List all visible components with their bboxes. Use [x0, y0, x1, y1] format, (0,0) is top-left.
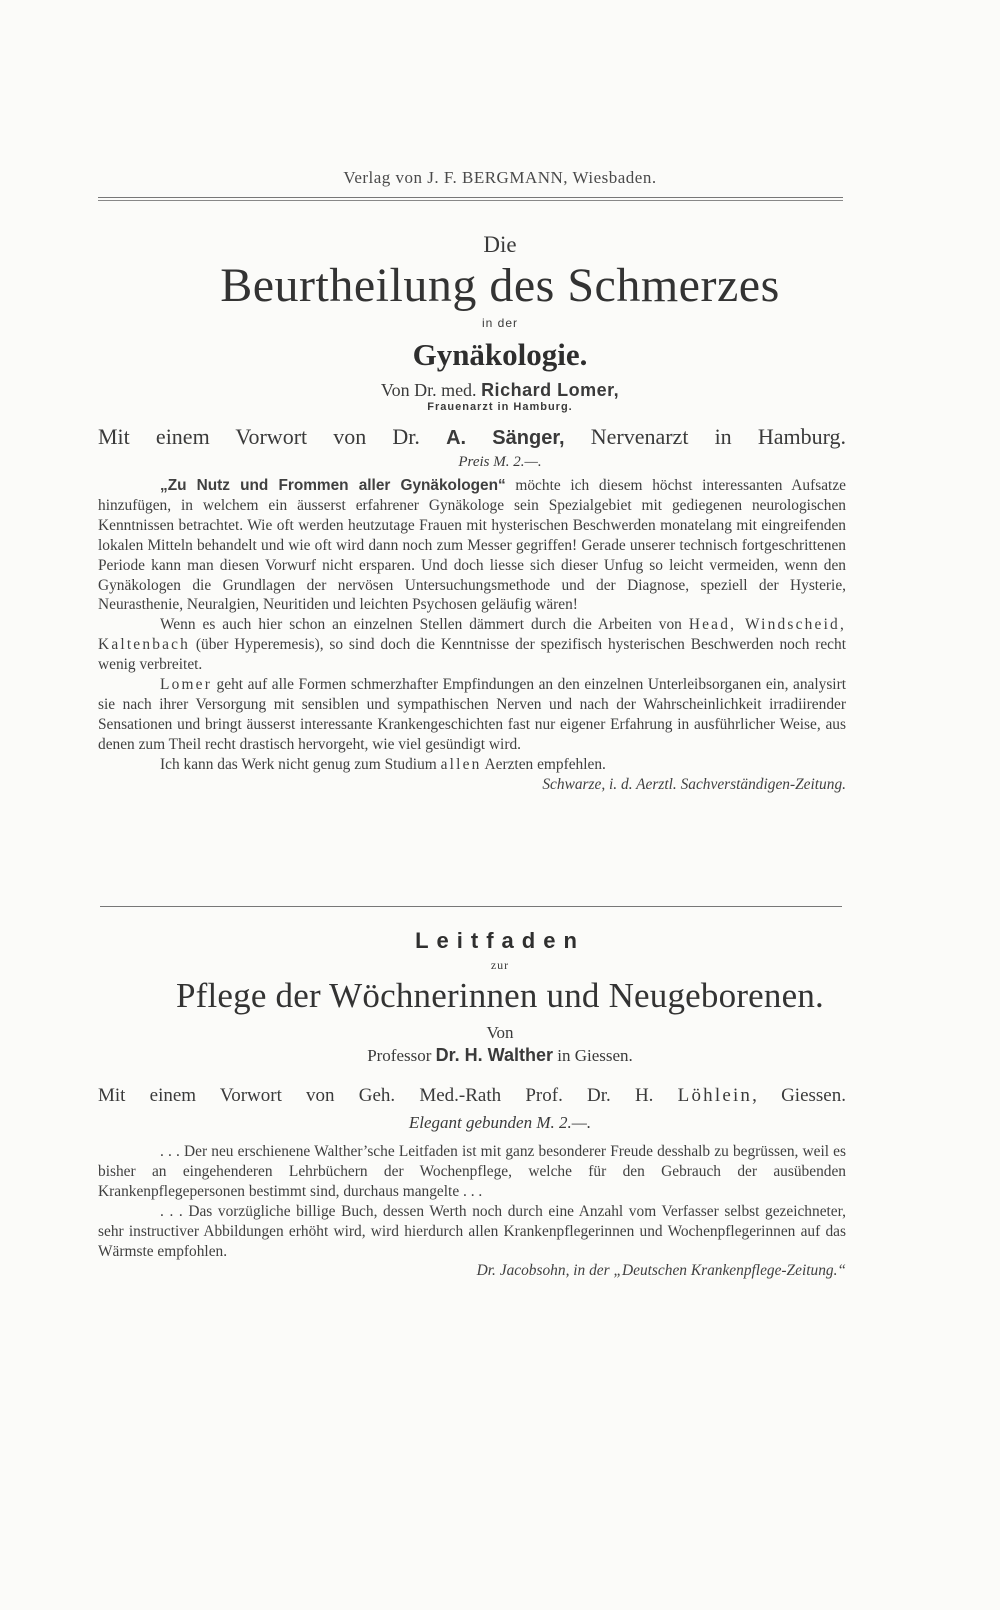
book1-review-source: Schwarze, i. d. Aerztl. Sachverständigen-Zeitung.: [542, 775, 846, 793]
book1-review-paragraph-1: „Zu Nutz und Frommen aller Gynäkologen“ möchte ich diesem höchst interessanten Aufsatze hinzufügen, in welchem ein äusserst erfahrener Gynäkologe sein Spezialgebiet mit gediegenen neurologischen Kenntnissen betrachtet. Wie oft werden heutzutage Frauen mit hysterischen Beschwerden monatelang mit eingreifenden lokalen Mitteln behandelt und wie oft wird dann noch zum Messer gegriffen! Gerade unserer technisch fortgeschrittenen Periode kann man diesen Vorwurf nicht ersparen. Und doch liesse sich dieser Unfug so leicht vermeiden, wenn den Gynäkologen die Grundlagen der nervösen Untersuchungsmethode und der Diagnose, speziell der Hysterie, Neurasthenie, Neuralgien, Neuritiden und leichten Psychosen geläufig wären!: [98, 477, 846, 614]
book1-title: Beurtheilung des Schmerzes: [220, 259, 780, 312]
review-quote: „Zu Nutz und Frommen aller Gynäkologen“: [160, 477, 506, 494]
book2-author: Professor Dr. H. Walther in Giessen.: [367, 1045, 633, 1065]
book1-subtitle: Gynäkologie.: [412, 337, 588, 372]
book1-foreword-name: A. Sänger,: [446, 427, 565, 449]
book2-von: Von: [486, 1023, 514, 1042]
book1-price: Preis M. 2.—.: [458, 454, 542, 470]
book1-affiliation: Frauenarzt in Hamburg.: [427, 401, 573, 413]
book1-review: [98, 476, 846, 795]
section-divider: [100, 906, 842, 907]
book1-foreword-suffix: Nervenarzt in Hamburg.: [590, 424, 847, 449]
book1-review-paragraph-3: Lomer geht auf alle Formen schmerzhafter Empfindungen an den einzelnen Unterleibsorganen ein, analysirt sie nach ihrer Versorgung mit sensiblen und sympathischen Nerven und nach der Wahrscheinlichkeit irradiirender Sensationen und bringt äusserst interessante Krankengeschichten fast nur eigener Erfahrung in ausführlicher Weise, aus denen zum Theil recht drastisch hervorgeht, wie viel gesündigt wird.: [98, 676, 846, 753]
book2-review-paragraph-1: . . . Der neu erschienene Walther’sche Leitfaden ist mit ganz besonderer Freude desshalb zu begrüssen, weil es bisher an eingehenderen Lehrbüchern der Wochenpflege, welche für den Gebrauch der ausübenden Krankenpflegepersonen bestimmt sind, durchaus mangelte . . .: [98, 1143, 846, 1200]
book2-price: Elegant gebunden M. 2.—.: [408, 1113, 592, 1132]
book2-foreword-line: Mit einem Vorwort von Geh. Med.-Rath Prof. Dr. H. Löhlein, Giessen.: [98, 1085, 846, 1106]
book1-review-paragraph-4: Ich kann das Werk nicht genug zum Studium allen Aerzten empfehlen.: [160, 755, 606, 773]
book1-foreword-line: [98, 424, 846, 450]
publisher-line: Verlag von J. F. BERGMANN, Wiesbaden.: [343, 168, 657, 187]
header-rule: [98, 197, 843, 201]
book1-author-name: Richard Lomer,: [481, 380, 620, 400]
book1-author: [0, 380, 1000, 401]
book2-review-paragraph-2: . . . Das vorzügliche billige Buch, dessen Werth noch durch eine Anzahl vom Verfasser selbst gezeichneter, sehr instructiver Abbildungen erhöht wird, wird hierdurch allen Krankenpflegerinnen und Wochenpflegerinnen auf das Wärmste empfohlen.: [98, 1202, 846, 1260]
book1-author-prefix: Von Dr. med.: [380, 380, 477, 400]
book2-review-source: Dr. Jacobsohn, in der „Deutschen Krankenpflege-Zeitung.“: [476, 1262, 846, 1280]
book2-title-b: Pflege der Wöchnerinnen und Neugeborenen.: [175, 976, 824, 1015]
book1-pre-title: Die: [483, 232, 517, 257]
book1-connector: in der: [481, 316, 519, 330]
book2-connector: zur: [490, 958, 510, 972]
book2-title-a: Leitfaden: [415, 928, 585, 953]
foreword-name-spaced: Löhlein: [677, 1085, 753, 1106]
book1-foreword-prefix: Mit einem Vorwort von Dr.: [98, 424, 420, 449]
book1-review-paragraph-2: Wenn es auch hier schon an einzelnen Stellen dämmert durch die Arbeiten von Head, Windscheid, Kaltenbach (über Hyperemesis), so sind doch die Kenntnisse der spezifisch hysterischen Beschwerden noch recht wenig verbreitet.: [98, 616, 846, 674]
cited-authors: Head, Windscheid, Kaltenbach: [98, 616, 846, 654]
book2-review: [98, 1142, 846, 1281]
author-name-spaced: Lomer: [160, 676, 213, 694]
book2-author-name: Dr. H. Walther: [435, 1045, 554, 1065]
